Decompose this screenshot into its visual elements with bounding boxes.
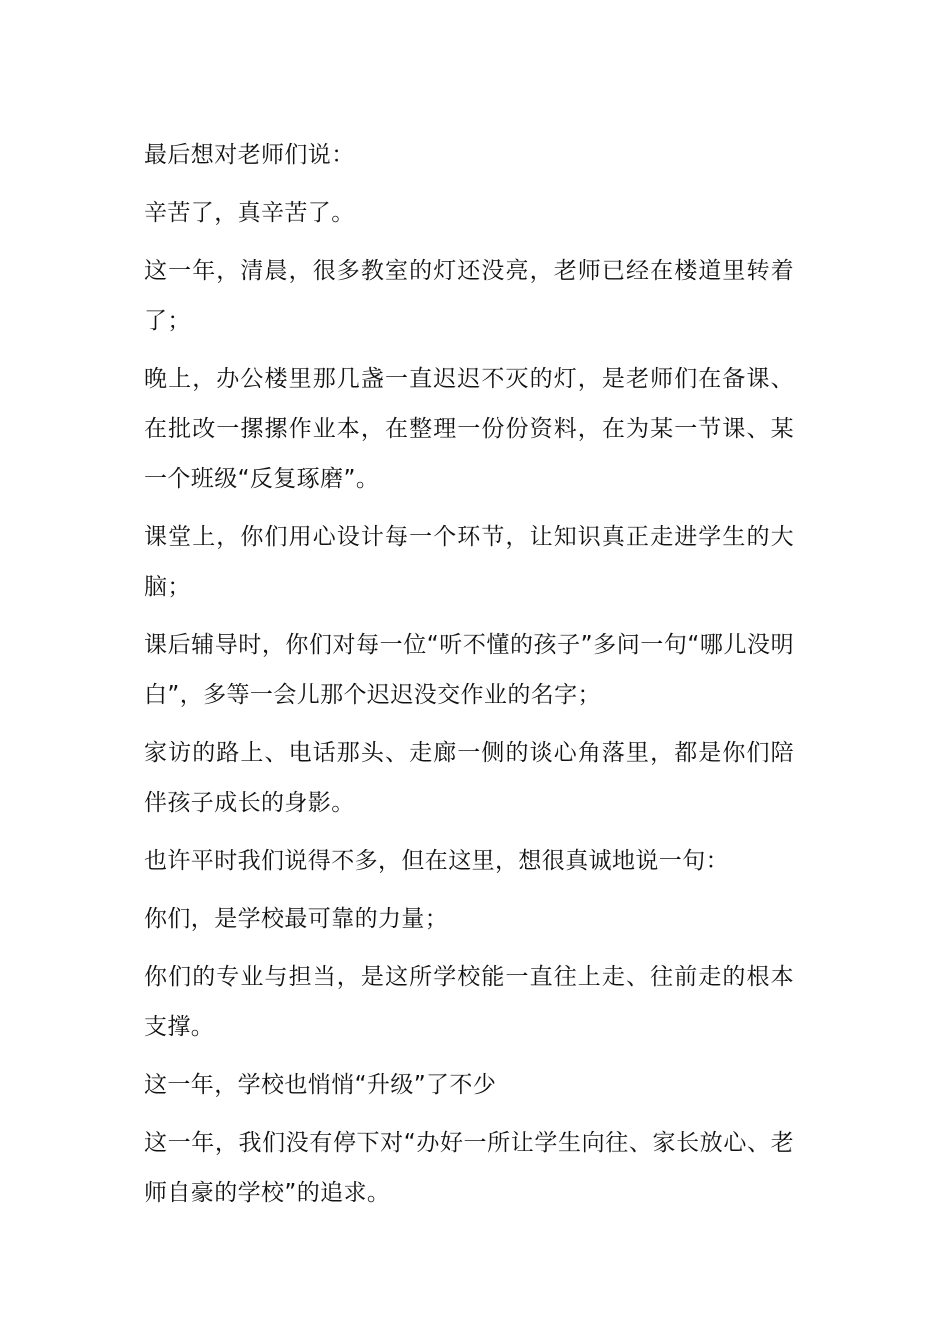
paragraph-reliable-force: 你们，是学校最可靠的力量； bbox=[144, 906, 449, 932]
paragraph-pursuit: 这一年，我们没有停下对“办好一所让学生向往、家长放心、老师自豪的学校”的追求。 bbox=[144, 1130, 794, 1206]
paragraph-sincere: 也许平时我们说得不多，但在这里，想很真诚地说一句： bbox=[144, 848, 729, 874]
paragraph-thanks: 辛苦了，真辛苦了。 bbox=[144, 200, 355, 226]
paragraph-classroom: 课堂上，你们用心设计每一个环节，让知识真正走进学生的大脑； bbox=[144, 524, 794, 600]
paragraph-morning: 这一年，清晨，很多教室的灯还没亮，老师已经在楼道里转着了； bbox=[144, 258, 794, 334]
paragraph-home-visits: 家访的路上、电话那头、走廊一侧的谈心角落里，都是你们陪伴孩子成长的身影。 bbox=[144, 740, 794, 816]
paragraph-upgrade: 这一年，学校也悄悄“升级”了不少 bbox=[144, 1072, 497, 1098]
paragraph-closing-intro: 最后想对老师们说： bbox=[144, 142, 355, 168]
paragraph-tutoring: 课后辅导时，你们对每一位“听不懂的孩子”多问一句“哪儿没明白”，多等一会儿那个迟迟没交作业的名字； bbox=[144, 632, 794, 708]
document-body bbox=[144, 130, 794, 1226]
paragraph-evening: 晚上，办公楼里那几盏一直迟迟不灭的灯，是老师们在备课、在批改一摞摞作业本，在整理一份份资料，在为某一节课、某一个班级“反复琢磨”。 bbox=[144, 366, 794, 492]
paragraph-support: 你们的专业与担当，是这所学校能一直往上走、往前走的根本支撑。 bbox=[144, 964, 794, 1040]
